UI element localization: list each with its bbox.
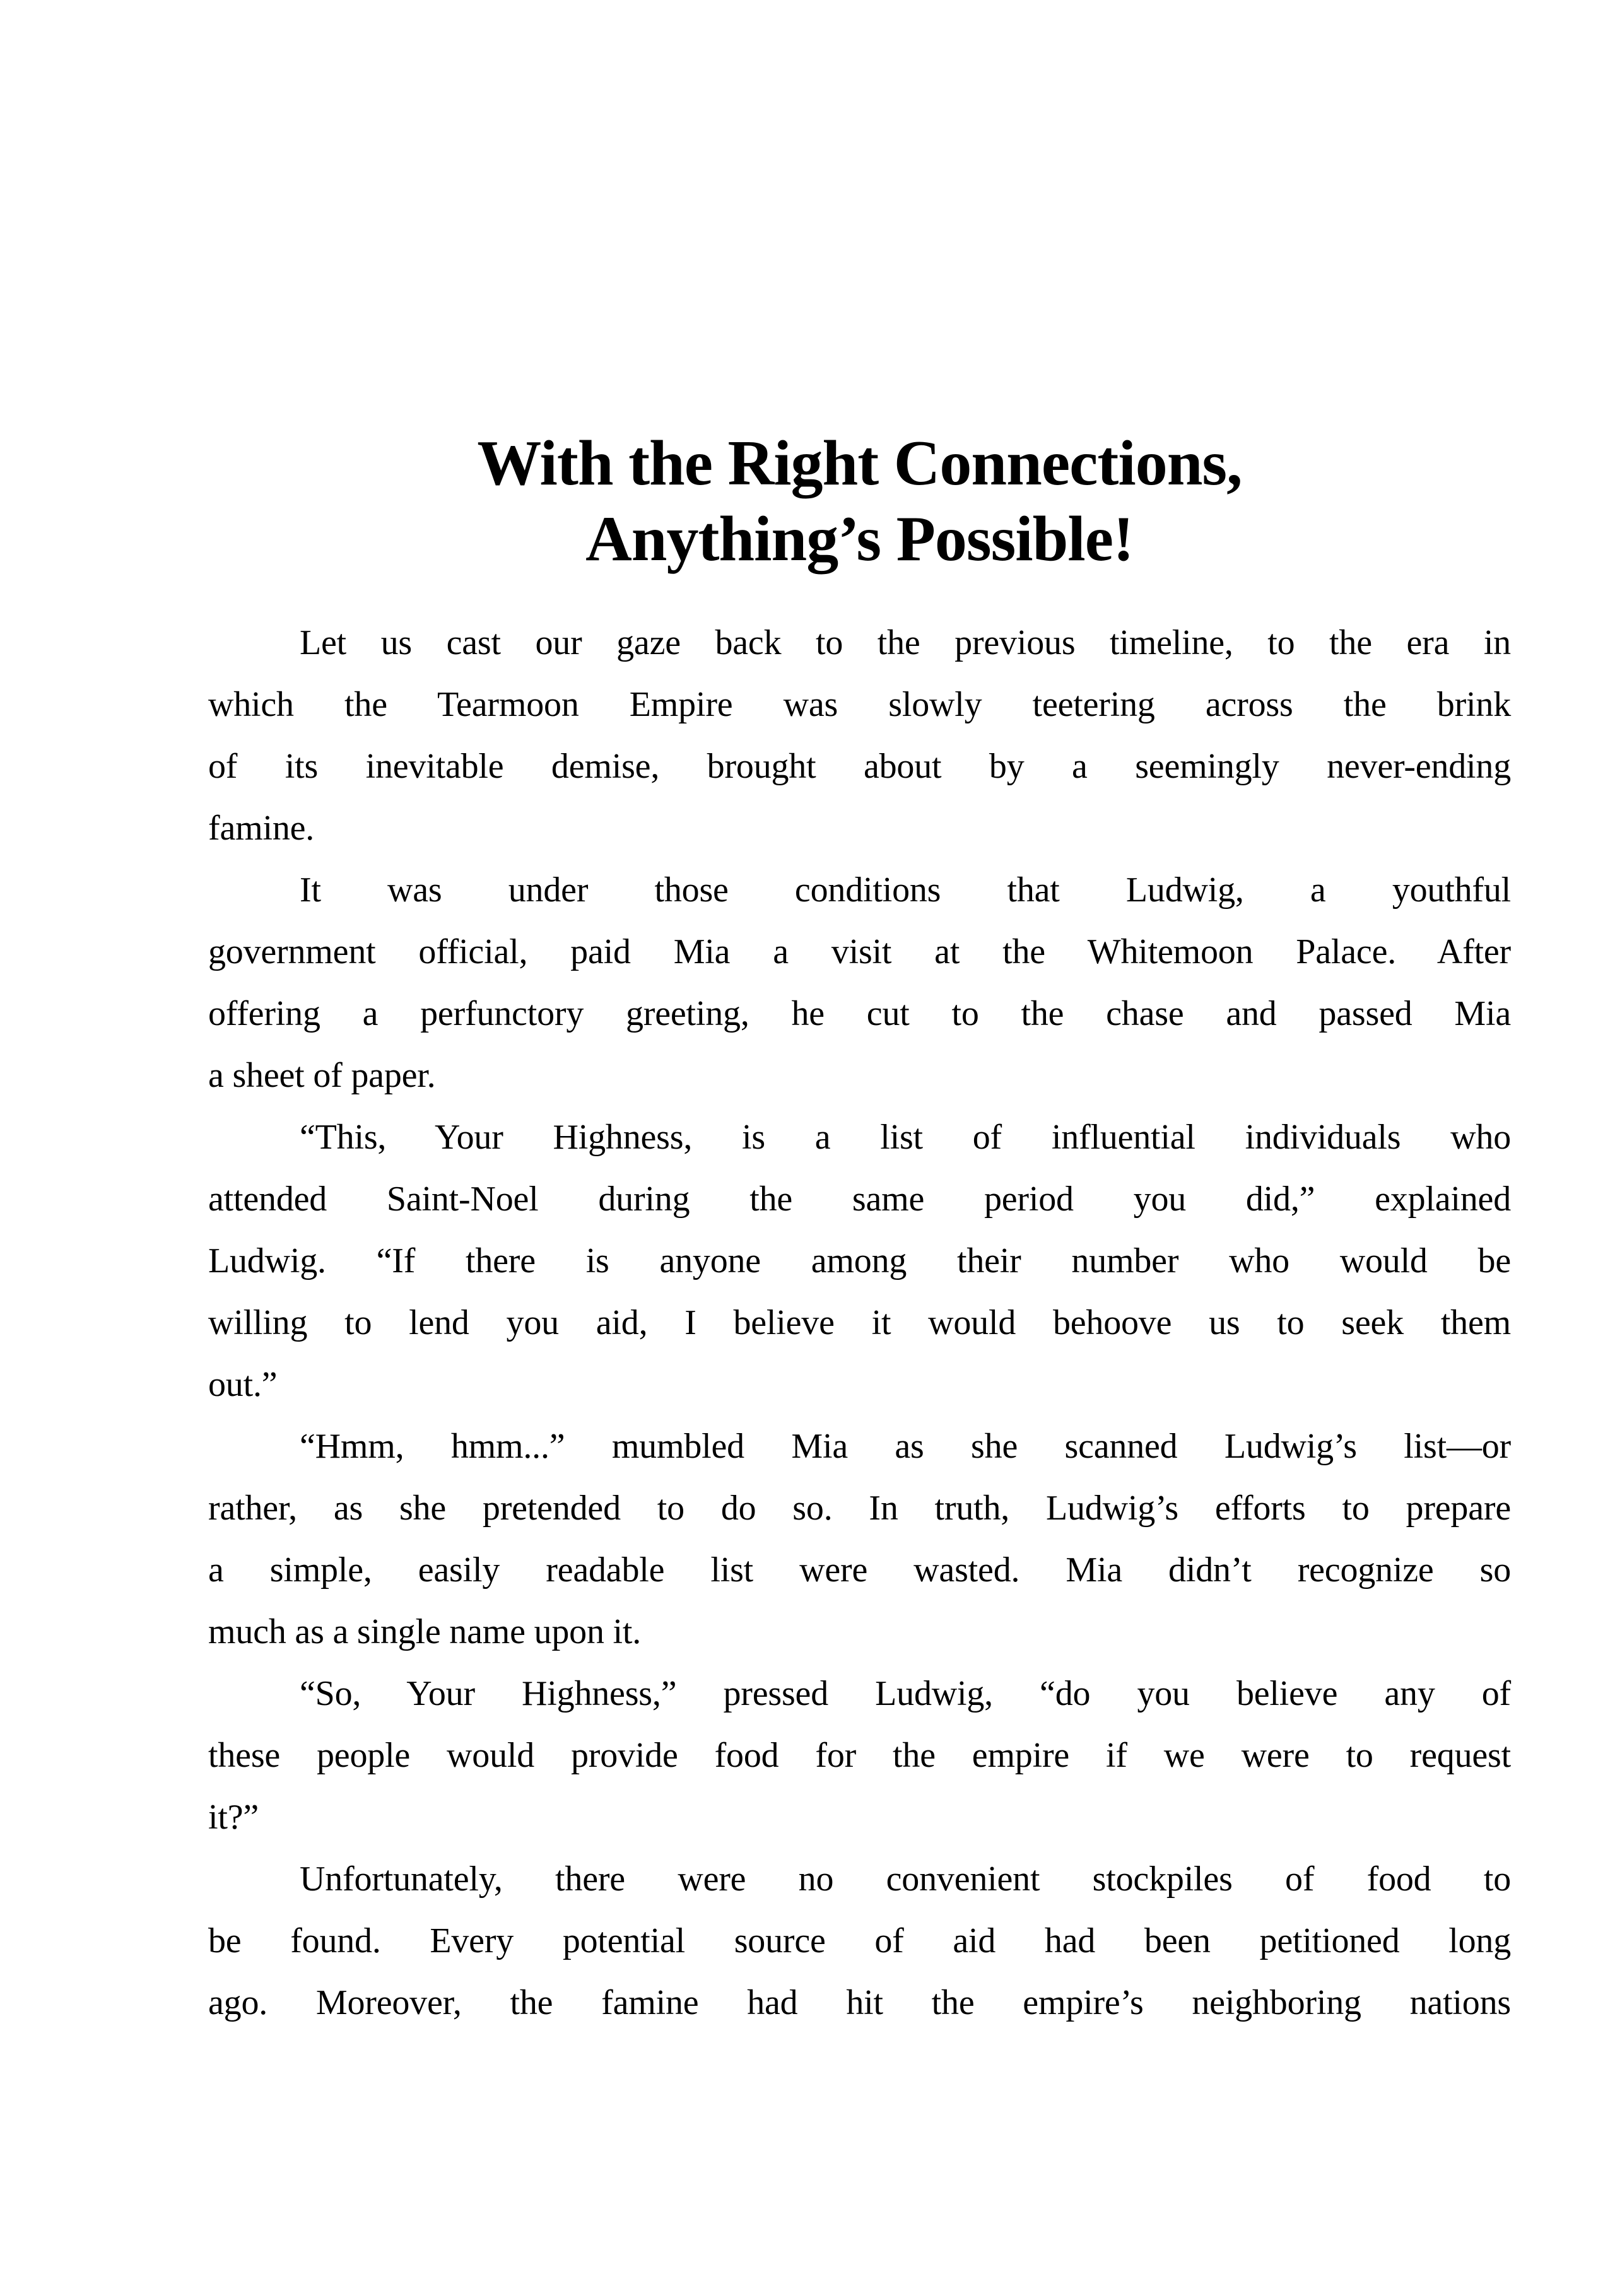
body-line: a simple, easily readable list were wasted. Mia didn’t recognize so bbox=[208, 1550, 1511, 1590]
body-line: attended Saint-Noel during the same period you did,” explained bbox=[208, 1180, 1511, 1219]
body-line: ago. Moreover, the famine had hit the empire’s neighboring nations bbox=[208, 1983, 1511, 2022]
body-line: rather, as she pretended to do so. In truth, Ludwig’s efforts to prepare bbox=[208, 1489, 1511, 1528]
chapter-title-line-2: Anything’s Possible! bbox=[585, 503, 1134, 575]
page-content bbox=[208, 0, 1511, 2034]
body-line: these people would provide food for the empire if we were to request bbox=[208, 1736, 1511, 1775]
body-line: out.” bbox=[208, 1365, 278, 1404]
body-line: government official, paid Mia a visit at the Whitemoon Palace. After bbox=[208, 932, 1511, 971]
paragraph bbox=[208, 1848, 1511, 2034]
body-line: Unfortunately, there were no convenient stockpiles of food to bbox=[300, 1860, 1511, 1899]
body-line: it?” bbox=[208, 1798, 259, 1837]
body-line: a sheet of paper. bbox=[208, 1056, 436, 1095]
paragraph bbox=[208, 1415, 1511, 1663]
paragraph bbox=[208, 1106, 1511, 1415]
body-line: “This, Your Highness, is a list of influential individuals who bbox=[300, 1118, 1511, 1157]
chapter-body bbox=[208, 612, 1511, 2034]
chapter-title-line-1: With the Right Connections, bbox=[477, 428, 1242, 499]
body-line: willing to lend you aid, I believe it would behoove us to seek them bbox=[208, 1303, 1511, 1342]
body-line: much as a single name upon it. bbox=[208, 1612, 642, 1651]
body-line: famine. bbox=[208, 809, 315, 848]
body-line: which the Tearmoon Empire was slowly teetering across the brink bbox=[208, 685, 1511, 724]
body-line: Ludwig. “If there is anyone among their number who would be bbox=[208, 1241, 1511, 1280]
body-line: offering a perfunctory greeting, he cut to the chase and passed Mia bbox=[208, 994, 1511, 1033]
body-line: It was under those conditions that Ludwig, a youthful bbox=[300, 870, 1511, 910]
paragraph bbox=[208, 1663, 1511, 1848]
body-line: “So, Your Highness,” pressed Ludwig, “do you believe any of bbox=[300, 1674, 1511, 1713]
body-line: of its inevitable demise, brought about by a seemingly never-ending bbox=[208, 747, 1511, 786]
paragraph bbox=[208, 859, 1511, 1106]
body-line: “Hmm, hmm...” mumbled Mia as she scanned Ludwig’s list—or bbox=[300, 1427, 1511, 1466]
body-line: Let us cast our gaze back to the previous timeline, to the era in bbox=[300, 623, 1511, 662]
paragraph bbox=[208, 612, 1511, 859]
body-line: be found. Every potential source of aid had been petitioned long bbox=[208, 1921, 1511, 1960]
chapter-title bbox=[208, 426, 1511, 577]
